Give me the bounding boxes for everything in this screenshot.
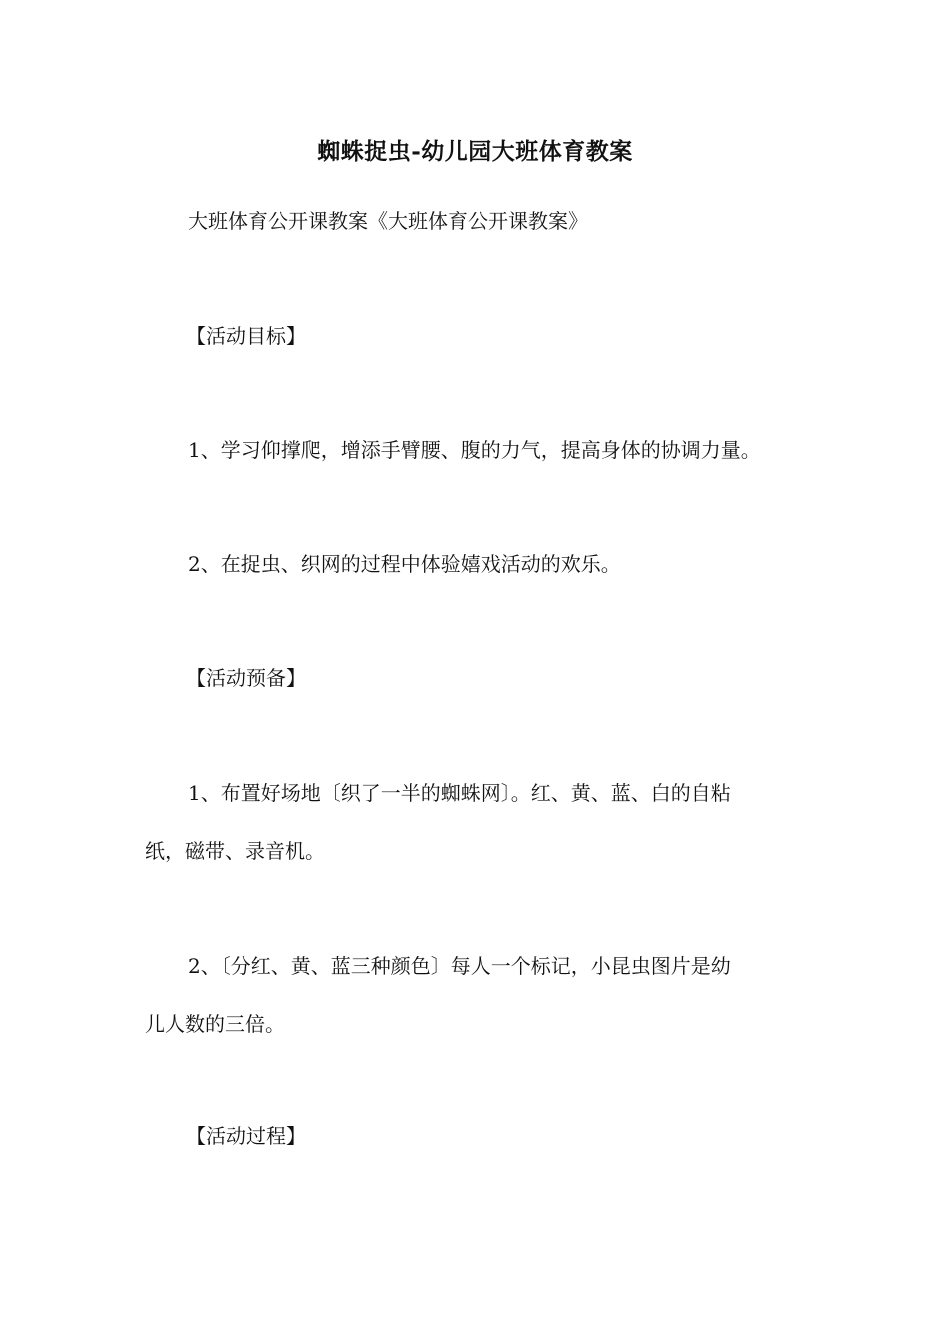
goal-item-1: 1、学习仰撑爬，增添手臂腰、腹的力气，提高身体的协调力量。 [188, 438, 761, 462]
document-title: 蜘蛛捉虫-幼儿园大班体育教案 [317, 138, 633, 165]
preparation-item-2-line-2: 儿人数的三倍。 [145, 1012, 285, 1036]
preparation-item-1-line-2: 纸，磁带、录音机。 [145, 839, 325, 863]
document-subtitle: 大班体育公开课教案《大班体育公开课教案》 [188, 209, 588, 233]
section-heading-preparation: 【活动预备】 [186, 666, 306, 690]
preparation-item-1-line-1: 1、布置好场地〔织了一半的蜘蛛网〕。红、黄、蓝、白的自粘 [188, 781, 731, 805]
goal-item-2: 2、在捉虫、织网的过程中体验嬉戏活动的欢乐。 [188, 552, 621, 576]
section-heading-process: 【活动过程】 [186, 1124, 306, 1148]
section-heading-goals: 【活动目标】 [186, 324, 306, 348]
preparation-item-2-line-1: 2、〔分红、黄、蓝三种颜色〕每人一个标记，小昆虫图片是幼 [188, 954, 731, 978]
